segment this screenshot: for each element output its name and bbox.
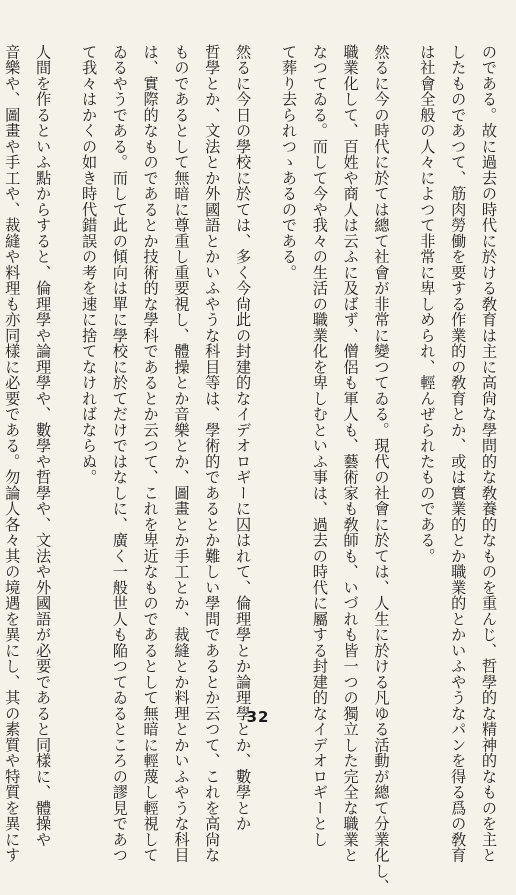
text-line: 然るに今日の學校に於ては、多く今尙此の封建的なイデオロギーに囚はれて、倫理學とか論理學とか、數學とか xyxy=(234,44,253,832)
text-line: て葬り去られつゝあるのである。 xyxy=(280,44,299,281)
text-line: は、實際的なものであるとか技術的な學科であるとか云つて、これを卑近なものであるとして無暗に輕蔑し輕視して xyxy=(141,44,160,863)
text-line: のである。故に過去の時代に於ける敎育は主に高尙な學問的な敎養的なものを重んじ、哲學的な精神的なものを主と xyxy=(480,44,498,863)
text-line: て我々はかくの如き時代錯誤の考を速に捨てなければならぬ。 xyxy=(80,44,99,485)
text-line: なつてゐる。而して今や我々の生活の職業化を卑しむといふ事は、過去の時代に屬する封建的なイデオロギーとし xyxy=(310,44,329,848)
text-line: ものであるとして無暗に尊重し重要視し、體操とか音樂とか、圖畫とか手工とか、裁縫とか料理とかいふやうな科目 xyxy=(172,44,191,863)
text-line: したものであつて、筋肉勞働を要する作業的の敎育とか、或は實業的とか職業的とかいふやうなパンを得る爲の敎育 xyxy=(449,44,468,863)
text-line: 人間を作るといふ點からすると、倫理學や論理學や、數學や哲學や、文法や外國語が必要であると同樣に、體操や xyxy=(34,44,53,848)
text-line: ゐるやうである。而して此の傾向は單に學校に於てだけではなしに、廣く一般世人も陥つてゐるところの謬見であつ xyxy=(110,44,129,863)
text-line: 然るに今の時代に於ては總て社會が非常に變つてゐる。現代の社會に於ては、人生に於ける凡ゆる活動が總て分業化し、 xyxy=(372,44,391,895)
text-line: は社會全般の人々によつて非常に卑しめられ、輕んぜられたものである。 xyxy=(418,44,437,564)
page-number: 32 xyxy=(246,708,270,726)
text-line: 音樂や、圖畫や手工や、裁縫や料理も亦同樣に必要である。勿論人各々其の境遇を異にし、其の素質や特質を異にす xyxy=(3,44,22,863)
text-line: 哲學とか、文法とか外國語とかいふやうな科目等は、學術的であるとか難しい學問であるとか云つて、これを高尙な xyxy=(203,44,222,863)
text-line: 職業化して、百姓や商人は云ふに及ばず、僧侶も軍人も、藝術家も敎師も、いづれも皆一つの獨立した完全な職業と xyxy=(341,44,360,863)
